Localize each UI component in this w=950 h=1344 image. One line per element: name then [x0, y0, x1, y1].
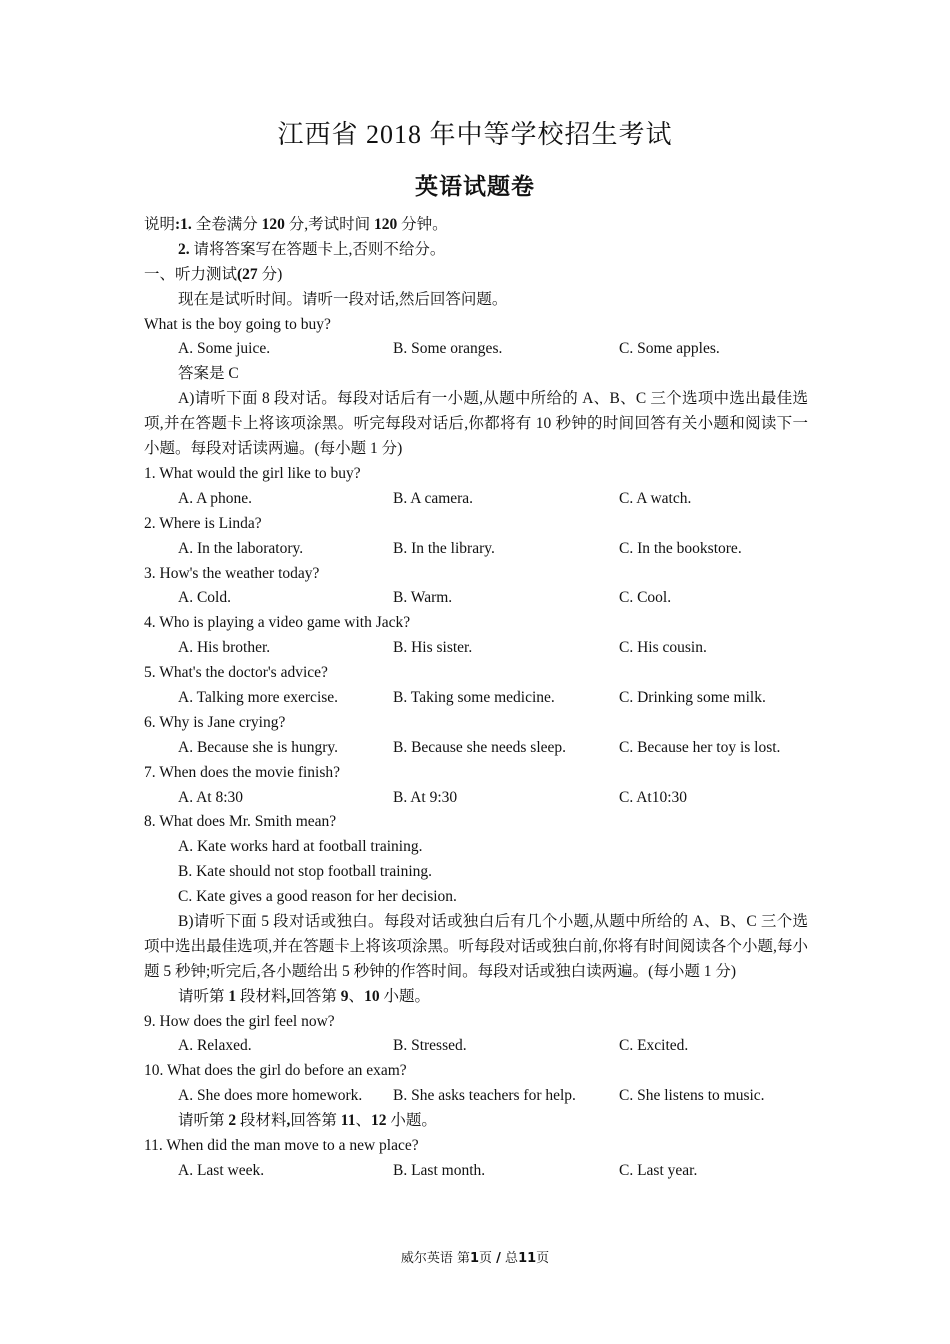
material-text: 段材料: [236, 1112, 287, 1130]
note-text: 请将答案写在答题卡上,否则不给分。: [189, 240, 446, 258]
material-text: 、: [355, 1112, 371, 1130]
exam-content: [144, 213, 808, 1184]
question: 9. How does the girl feel now?: [144, 1012, 335, 1030]
footer-brand: 威尔英语: [400, 1251, 453, 1266]
option-c: C. In the bookstore.: [619, 539, 742, 557]
material-question-start: 11: [340, 1112, 356, 1130]
material-text: 段材料: [236, 987, 287, 1005]
option-c: C. Cool.: [619, 589, 672, 607]
question-options: [144, 1084, 808, 1109]
option-c: C. His cousin.: [619, 639, 707, 657]
option-a: A. Talking more exercise.: [178, 688, 339, 706]
footer-text: 第: [452, 1251, 470, 1266]
option-a: A. Because she is hungry.: [178, 738, 338, 756]
total-score: 120: [261, 216, 285, 233]
page-footer: [0, 1247, 950, 1266]
material-text: ,: [286, 1112, 291, 1130]
question-options: [144, 736, 808, 761]
option-a: A. Last week.: [178, 1161, 265, 1179]
question: 5. What's the doctor's advice?: [144, 664, 328, 682]
material-text: 回答第: [290, 987, 341, 1005]
section-heading-unit: 分): [257, 265, 283, 283]
option-a: A. Relaxed.: [178, 1037, 252, 1055]
section-heading-score: (27: [237, 265, 258, 283]
option-b: B. At 9:30: [393, 788, 458, 806]
question-options: [144, 786, 808, 811]
page-number: 1: [469, 1251, 480, 1266]
material-text: ,: [286, 987, 291, 1005]
page-title: 江西省 2018 年中等学校招生考试: [277, 120, 673, 149]
exam-time: 120: [373, 216, 398, 233]
question: 11. When did the man move to a new place?: [144, 1137, 419, 1155]
question: 8. What does Mr. Smith mean?: [144, 813, 337, 831]
option-c: C. She listens to music.: [619, 1087, 765, 1105]
material-question-end: 12: [370, 1112, 387, 1130]
option-c: C. Drinking some milk.: [619, 688, 766, 706]
question: 10. What does the girl do before an exam?: [144, 1062, 407, 1080]
question-options: [144, 586, 808, 611]
question-options: [144, 686, 808, 711]
material-question-end: 10: [364, 987, 380, 1005]
option-b: B. Last month.: [393, 1161, 486, 1179]
note-2: [144, 238, 808, 263]
option-b: B. Taking some medicine.: [393, 688, 555, 706]
material-number: 2: [228, 1112, 237, 1130]
question: 4. Who is playing a video game with Jack?: [144, 614, 411, 632]
option-b: B. Some oranges.: [393, 340, 503, 358]
footer-text: 总: [500, 1251, 519, 1266]
option-c: C. Last year.: [619, 1161, 698, 1179]
page-subtitle: 英语试题卷: [415, 174, 535, 199]
section-heading: [144, 263, 808, 288]
trial-question: What is the boy going to buy?: [144, 315, 331, 333]
footer-separator: /: [496, 1251, 501, 1266]
question-options: [144, 537, 808, 562]
footer-text: 页: [536, 1251, 550, 1266]
material-1-heading: [144, 985, 808, 1010]
note-label: 说明: [144, 216, 176, 233]
question-options: [144, 1034, 808, 1059]
question: 2. Where is Linda?: [144, 514, 262, 532]
note-text: 分,考试时间: [284, 216, 374, 233]
option-b: B. Because she needs sleep.: [393, 738, 567, 756]
question-options: [144, 487, 808, 512]
part-b-instructions: B)请听下面 5 段对话或独白。每段对话或独白后有几个小题,从题中所给的 A、B、C 三个选项中选出最佳选项,并在答题卡上将该项涂黑。听每段对话或独白前,你将有时间阅读各个小题,每小题 5 秒钟;听完后,各小题给出 5 秒钟的作答时间。每段对话或独白读两遍。(每小题 1 分): [144, 912, 808, 980]
material-text: 请听第: [178, 1112, 229, 1130]
note-text: 全卷满分: [191, 216, 262, 233]
trial-answer: 答案是 C: [178, 365, 239, 383]
material-text: 、: [348, 987, 365, 1005]
material-text: 小题。: [379, 987, 430, 1005]
option-a: A. At 8:30: [178, 788, 244, 806]
option-c: C. Some apples.: [619, 340, 720, 358]
total-pages: 11: [518, 1251, 537, 1266]
option-b: B. Warm.: [393, 589, 453, 607]
note-1: [144, 213, 808, 238]
note-text: 分钟。: [397, 216, 448, 233]
option-a: A. Kate works hard at football training.: [178, 838, 423, 856]
option-b: B. She asks teachers for help.: [393, 1087, 576, 1105]
option-a: A. Cold.: [178, 589, 231, 607]
trial-options: [144, 337, 808, 362]
option-c: C. Because her toy is lost.: [619, 738, 781, 756]
question-list: [144, 462, 808, 810]
footer-text: 页: [479, 1251, 497, 1266]
question: 7. When does the movie finish?: [144, 763, 341, 781]
material-text: 小题。: [386, 1112, 437, 1130]
question: 1. What would the girl like to buy?: [144, 464, 361, 482]
material-text: 请听第: [178, 987, 229, 1005]
part-a-instructions: A)请听下面 8 段对话。每段对话后有一小题,从题中所给的 A、B、C 三个选项中选出最佳选项,并在答题卡上将该项涂黑。听完每段对话后,你都将有 10 秒钟的时间回答有关小题和阅读下一小题。每段对话读两遍。(每小题 1 分): [144, 390, 808, 458]
option-b: B. His sister.: [393, 639, 473, 657]
question-options: [144, 636, 808, 661]
question: 3. How's the weather today?: [144, 564, 320, 582]
option-a: A. His brother.: [178, 639, 271, 657]
option-b: B. Stressed.: [393, 1037, 467, 1055]
material-2-heading: [144, 1109, 808, 1134]
option-c: C. At10:30: [619, 788, 688, 806]
note-number: 2.: [178, 240, 190, 258]
option-c: C. A watch.: [619, 489, 692, 507]
option-a: A. A phone.: [178, 489, 253, 507]
trial-intro: 现在是试听时间。请听一段对话,然后回答问题。: [178, 290, 508, 308]
option-b: B. Kate should not stop football training.: [178, 863, 433, 881]
option-b: B. A camera.: [393, 489, 474, 507]
question: 6. Why is Jane crying?: [144, 713, 286, 731]
section-heading-text: 一、听力测试: [144, 265, 238, 283]
option-b: B. In the library.: [393, 539, 495, 557]
option-a: A. In the laboratory.: [178, 539, 304, 557]
note-number: :1.: [175, 216, 192, 233]
question-options: [144, 1159, 808, 1184]
option-a: A. She does more homework.: [178, 1087, 363, 1105]
option-a: A. Some juice.: [178, 340, 271, 358]
material-text: 回答第: [290, 1112, 341, 1130]
material-question-start: 9: [340, 987, 349, 1005]
material-number: 1: [228, 987, 237, 1005]
option-c: C. Excited.: [619, 1037, 689, 1055]
option-c: C. Kate gives a good reason for her decision.: [178, 888, 457, 906]
